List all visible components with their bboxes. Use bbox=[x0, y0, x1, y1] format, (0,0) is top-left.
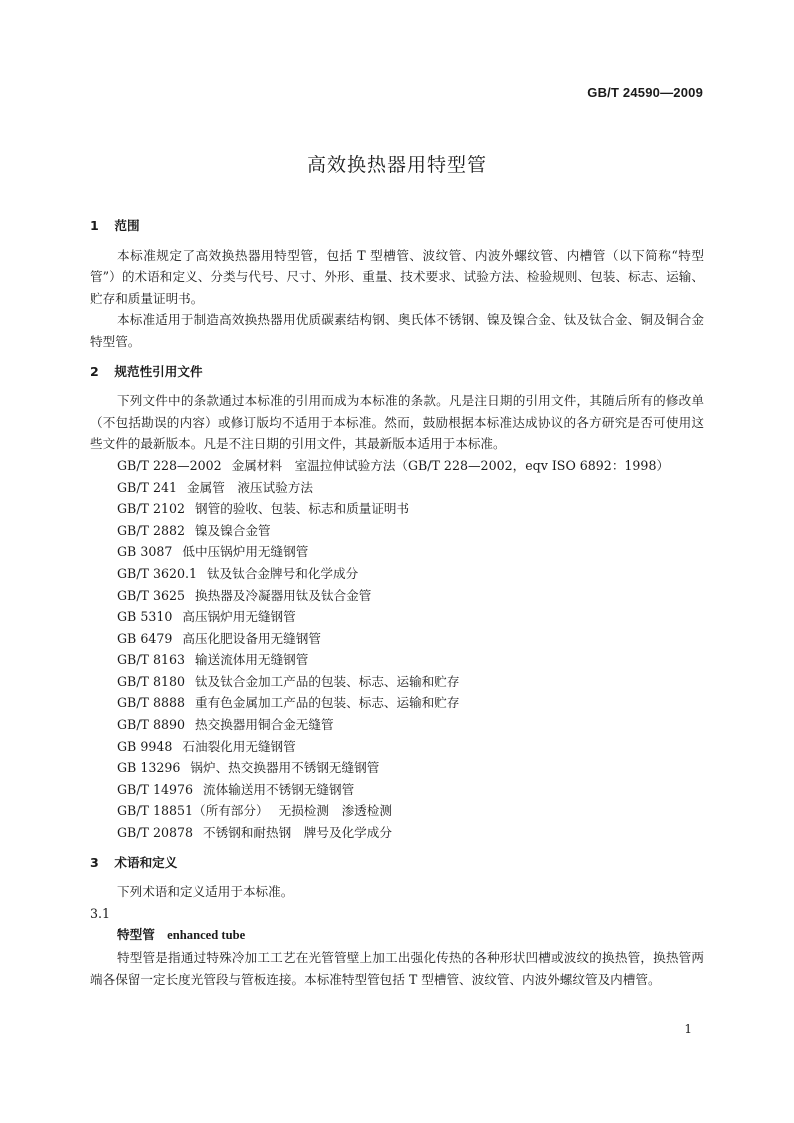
reference-title: 镍及镍合金管 bbox=[195, 522, 271, 538]
section-number: 3 bbox=[90, 854, 99, 870]
page-number: 1 bbox=[684, 1022, 692, 1036]
section-heading-terms-definitions bbox=[90, 852, 704, 874]
section-title: 术语和定义 bbox=[114, 854, 178, 870]
reference-item bbox=[90, 541, 704, 563]
section-number: 2 bbox=[90, 363, 99, 379]
reference-title: 无损检测 渗透检测 bbox=[278, 803, 392, 819]
reference-title: 重有色金属加工产品的包装、标志、运输和贮存 bbox=[195, 695, 460, 711]
reference-title: 低中压锅炉用无缝钢管 bbox=[182, 544, 309, 560]
section-number: 1 bbox=[90, 218, 99, 233]
reference-code: GB/T 20878 bbox=[117, 825, 194, 841]
reference-item bbox=[90, 585, 704, 607]
reference-code: GB/T 8888 bbox=[117, 695, 186, 711]
section-heading-normative-references bbox=[90, 361, 704, 383]
reference-title: 锅炉、热交换器用不锈钢无缝钢管 bbox=[190, 760, 380, 776]
reference-title: 高压锅炉用无缝钢管 bbox=[182, 609, 296, 625]
standard-code: GB/T 24590—2009 bbox=[587, 85, 703, 100]
scope-paragraph: 本标准规定了高效换热器用特型管，包括 T 型槽管、波纹管、内波外螺纹管、内槽管（以下简称“特型管”）的术语和定义、分类与代号、尺寸、外形、重量、技术要求、试验方法、检验规则、包装、标志、运输、贮存和质量证明书。 bbox=[90, 247, 704, 306]
section-title: 规范性引用文件 bbox=[114, 363, 203, 379]
term-definition: 特型管是指通过特殊冷加工工艺在光管管壁上加工出强化传热的各种形状凹槽或波纹的换热管，换热管两端各保留一定长度光管段与管板连接。本标准特型管包括 T 型槽管、波纹管、内波外螺纹管及内槽管。 bbox=[90, 950, 704, 987]
reference-code: GB/T 241 bbox=[117, 479, 177, 495]
reference-title: 热交换器用铜合金无缝管 bbox=[195, 717, 334, 733]
term-heading bbox=[90, 924, 704, 947]
reference-item bbox=[90, 822, 704, 844]
reference-item bbox=[90, 671, 704, 693]
reference-item bbox=[90, 800, 704, 822]
reference-title: 不锈钢和耐热钢 牌号及化学成分 bbox=[203, 825, 392, 841]
reference-title: 流体输送用不锈钢无缝钢管 bbox=[203, 781, 355, 797]
reference-code: GB/T 18851（所有部分） bbox=[117, 803, 269, 819]
term-name-cn: 特型管 bbox=[117, 927, 155, 943]
reference-item bbox=[90, 757, 704, 779]
terms-intro: 下列术语和定义适用于本标准。 bbox=[117, 884, 294, 900]
reference-item bbox=[90, 779, 704, 801]
reference-title: 金属材料 室温拉伸试验方法（GB/T 228—2002，eqv ISO 6892：1998） bbox=[231, 457, 670, 473]
references-intro: 下列文件中的条款通过本标准的引用而成为本标准的条款。凡是注日期的引用文件，其随后所有的修改单（不包括勘误的内容）或修订版均不适用于本标准。然而，鼓励根据本标准达成协议的各方研究是否可使用这些文件的最新版本。凡是不注日期的引用文件，其最新版本适用于本标准。 bbox=[90, 393, 704, 452]
reference-code: GB/T 14976 bbox=[117, 781, 194, 797]
reference-title: 金属管 液压试验方法 bbox=[187, 479, 313, 495]
reference-code: GB/T 3625 bbox=[117, 587, 186, 603]
reference-item bbox=[90, 606, 704, 628]
reference-title: 钛及钛合金牌号和化学成分 bbox=[207, 565, 359, 581]
document-title: 高效换热器用特型管 bbox=[306, 154, 487, 176]
reference-code: GB/T 3620.1 bbox=[117, 565, 198, 581]
reference-item bbox=[90, 649, 704, 671]
reference-code: GB 6479 bbox=[117, 630, 173, 646]
reference-title: 高压化肥设备用无缝钢管 bbox=[182, 630, 321, 646]
reference-code: GB 13296 bbox=[117, 760, 181, 776]
reference-item bbox=[90, 563, 704, 585]
reference-title: 钢管的验收、包装、标志和质量证明书 bbox=[195, 501, 410, 517]
reference-title: 输送流体用无缝钢管 bbox=[195, 652, 309, 668]
reference-code: GB 9948 bbox=[117, 738, 173, 754]
term-name-en: enhanced tube bbox=[167, 928, 246, 943]
scope-paragraph: 本标准适用于制造高效换热器用优质碳素结构钢、奥氏体不锈钢、镍及镍合金、钛及钛合金、铜及铜合金特型管。 bbox=[90, 312, 704, 349]
reference-code: GB/T 8890 bbox=[117, 717, 186, 733]
reference-item bbox=[90, 455, 704, 477]
reference-item bbox=[90, 520, 704, 542]
reference-code: GB/T 228—2002 bbox=[117, 457, 222, 473]
term-number: 3.1 bbox=[90, 905, 111, 921]
reference-item bbox=[90, 736, 704, 758]
section-title: 范围 bbox=[114, 218, 140, 233]
reference-item bbox=[90, 498, 704, 520]
reference-item bbox=[90, 628, 704, 650]
reference-item bbox=[90, 692, 704, 714]
reference-title: 钛及钛合金加工产品的包装、标志、运输和贮存 bbox=[195, 673, 460, 689]
reference-item bbox=[90, 714, 704, 736]
reference-title: 换热器及冷凝器用钛及钛合金管 bbox=[195, 587, 372, 603]
reference-code: GB/T 8163 bbox=[117, 652, 186, 668]
reference-code: GB/T 2102 bbox=[117, 501, 186, 517]
document-body bbox=[90, 215, 704, 990]
reference-title: 石油裂化用无缝钢管 bbox=[182, 738, 296, 754]
reference-code: GB 3087 bbox=[117, 544, 173, 560]
reference-list bbox=[90, 455, 704, 844]
reference-item bbox=[90, 477, 704, 499]
reference-code: GB/T 8180 bbox=[117, 673, 186, 689]
reference-code: GB 5310 bbox=[117, 609, 173, 625]
section-heading-scope bbox=[90, 215, 704, 237]
reference-code: GB/T 2882 bbox=[117, 522, 186, 538]
